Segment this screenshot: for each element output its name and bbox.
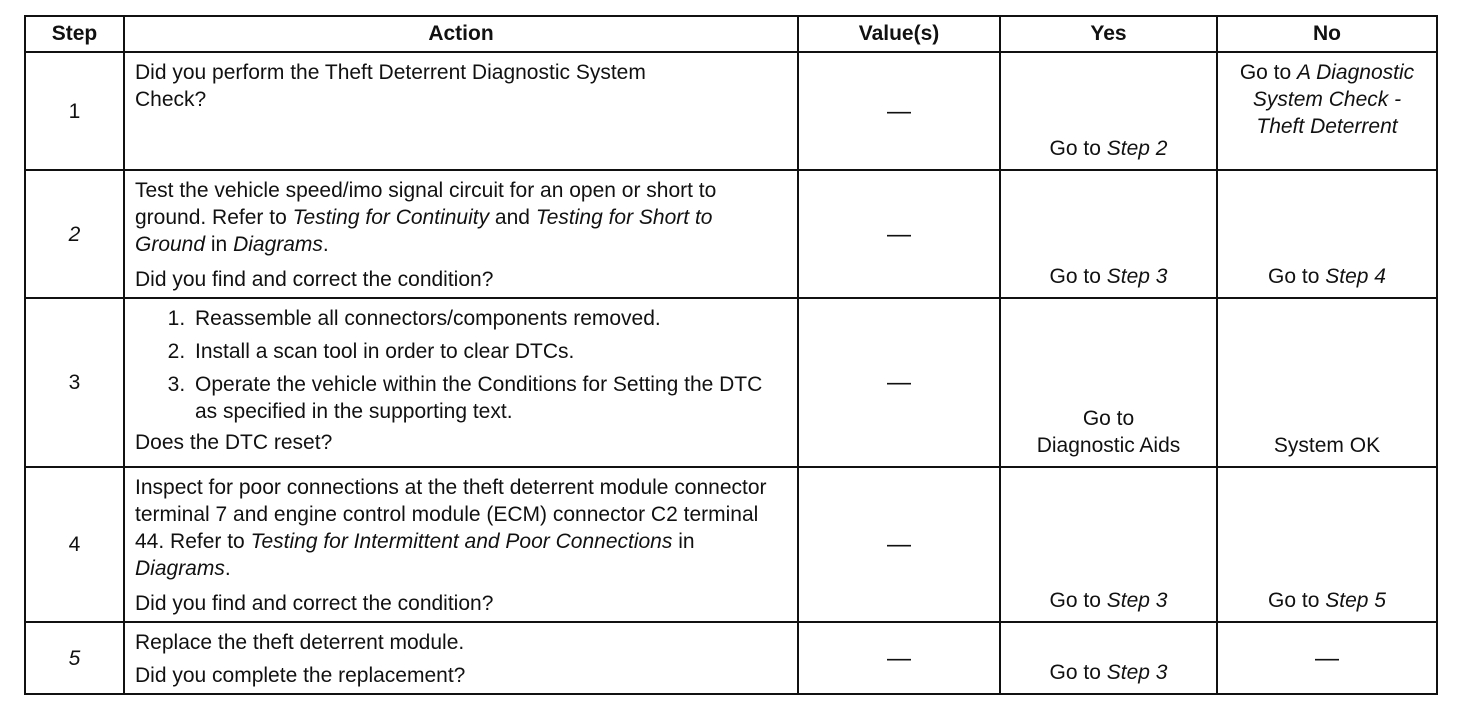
yes-link[interactable]: Diagnostic Aids	[1036, 434, 1181, 457]
step-number: 5	[25, 622, 124, 694]
no-prefix: Go to	[1268, 589, 1326, 612]
value-cell: —	[798, 298, 1000, 467]
reference-link[interactable]: Testing for Intermittent and Poor Connections	[250, 530, 673, 553]
yes-cell	[1000, 467, 1217, 622]
list-item: 3. Operate the vehicle within the Conditions for Setting the DTC as specified in the supporting text.	[191, 371, 787, 425]
question-text: Does the DTC reset?	[135, 431, 333, 454]
yes-cell	[1000, 622, 1217, 694]
no-prefix: Go to	[1239, 61, 1298, 84]
yes-cell	[1000, 298, 1217, 467]
table-row	[25, 298, 1437, 467]
no-link[interactable]: A Diagnostic System Check - Theft Deterrent	[1252, 61, 1415, 138]
table-row	[25, 622, 1437, 694]
yes-link[interactable]: Step 3	[1106, 265, 1168, 288]
question-text: Did you complete the replacement?	[135, 664, 466, 687]
header-no: No	[1217, 16, 1437, 52]
reference-link[interactable]: Diagrams	[135, 557, 225, 580]
table-row	[25, 170, 1437, 298]
procedure-list	[135, 305, 787, 425]
list-item: 1. Reassemble all connectors/components removed.	[191, 305, 787, 332]
yes-prefix: Go to	[1049, 589, 1107, 612]
no-cell: System OK	[1217, 298, 1437, 467]
value-cell: —	[798, 170, 1000, 298]
header-yes: Yes	[1000, 16, 1217, 52]
header-action: Action	[124, 16, 798, 52]
table-row	[25, 467, 1437, 622]
yes-line: Go to	[1082, 407, 1135, 430]
yes-prefix: Go to	[1049, 137, 1107, 160]
action-cell	[124, 170, 798, 298]
diagnostic-table	[24, 15, 1438, 695]
reference-link[interactable]: Diagrams	[233, 233, 323, 256]
header-row	[25, 16, 1437, 52]
yes-link[interactable]: Step 3	[1106, 589, 1168, 612]
step-number: 4	[25, 467, 124, 622]
yes-cell	[1000, 52, 1217, 170]
value-cell: —	[798, 52, 1000, 170]
table-row	[25, 52, 1437, 170]
no-link[interactable]: Step 5	[1325, 589, 1386, 612]
action-text: Replace the theft deterrent module.	[135, 631, 465, 654]
question-text: Did you find and correct the condition?	[135, 268, 494, 291]
yes-cell	[1000, 170, 1217, 298]
action-cell	[124, 467, 798, 622]
header-step: Step	[25, 16, 124, 52]
header-values: Value(s)	[798, 16, 1000, 52]
value-cell: —	[798, 467, 1000, 622]
no-cell	[1217, 170, 1437, 298]
list-item: 2. Install a scan tool in order to clear DTCs.	[191, 338, 787, 365]
yes-prefix: Go to	[1049, 661, 1107, 684]
action-text: Did you perform the Theft Deterrent Diagnostic System Check?	[135, 61, 646, 111]
value-cell: —	[798, 622, 1000, 694]
action-cell	[124, 52, 798, 170]
no-cell	[1217, 467, 1437, 622]
step-number: 2	[25, 170, 124, 298]
step-number: 1	[25, 52, 124, 170]
step-number: 3	[25, 298, 124, 467]
no-prefix: Go to	[1268, 265, 1326, 288]
reference-link[interactable]: Testing for Continuity	[292, 206, 490, 229]
action-cell	[124, 622, 798, 694]
question-text: Did you find and correct the condition?	[135, 592, 494, 615]
action-text: Test the vehicle speed/imo signal circuit for an open or short to ground. Refer to Testing for Continuity and Testing for Short to Ground in Diagrams.	[135, 179, 717, 256]
yes-prefix: Go to	[1049, 265, 1107, 288]
yes-link[interactable]: Step 2	[1106, 137, 1168, 160]
action-cell	[124, 298, 798, 467]
reference-link[interactable]: Testing for Short to Ground	[135, 206, 713, 256]
no-link[interactable]: Step 4	[1325, 265, 1386, 288]
yes-link[interactable]: Step 3	[1106, 661, 1168, 684]
no-cell: —	[1217, 622, 1437, 694]
action-text: Inspect for poor connections at the theft deterrent module connector terminal 7 and engine control module (ECM) connector C2 terminal 44. Refer to Testing for Intermittent and Poor Connections in Diagrams.	[135, 476, 767, 580]
no-cell	[1217, 52, 1437, 170]
